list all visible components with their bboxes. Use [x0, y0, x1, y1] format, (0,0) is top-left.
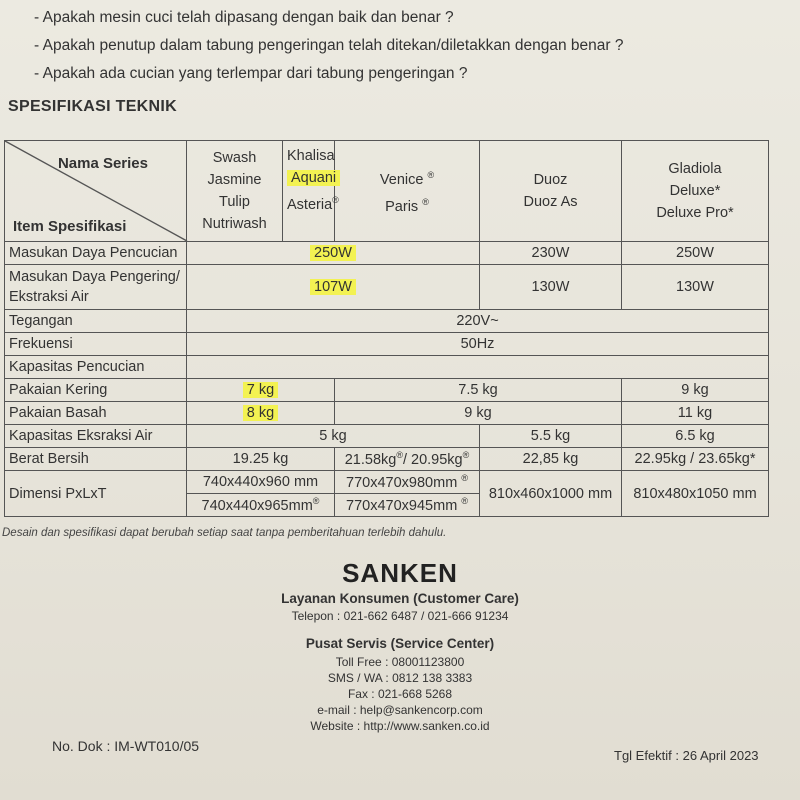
row-pakaian-basah: Pakaian Basah 8 kg 9 kg 11 kg — [5, 402, 769, 425]
row-dimensi-2: 740x440x965mm® 770x470x945mm ® — [5, 494, 769, 517]
row-frekuensi: Frekuensi 50Hz — [5, 333, 769, 356]
row-daya-pengering: Masukan Daya Pengering/ Ekstraksi Air 107W 130W 130W — [5, 265, 769, 310]
checklist — [34, 4, 623, 88]
row-berat-bersih: Berat Bersih 19.25 kg 21.58kg®/ 20.95kg® 22,85 kg 22.95kg / 23.65kg* — [5, 448, 769, 471]
header-col-venice: Venice ® Paris ® — [335, 141, 480, 242]
header-item-spesifikasi: Item Spesifikasi — [13, 218, 127, 235]
header-col-swash: Swash Jasmine Tulip Nutriwash — [187, 141, 283, 242]
spec-table — [4, 140, 769, 517]
checklist-item-2: - Apakah penutup dalam tabung pengeringan telah ditekan/diletakkan dengan benar ? — [34, 37, 624, 54]
fax: Fax : 021-668 5268 — [347, 687, 453, 701]
row-dimensi-1: Dimensi PxLxT 740x440x960 mm 770x470x980mm ® 810x460x1000 mm 810x480x1050 mm — [5, 471, 769, 494]
effective-date: Tgl Efektif : 26 April 2023 — [614, 748, 759, 763]
checklist-item-3: - Apakah ada cucian yang terlempar dari tabung pengeringan ? — [34, 65, 468, 82]
toll-free: Toll Free : 08001123800 — [335, 655, 465, 669]
row-tegangan: Tegangan 220V~ — [5, 310, 769, 333]
row-daya-pencucian: Masukan Daya Pencucian 250W 230W 250W — [5, 242, 769, 265]
section-title: SPESIFIKASI TEKNIK — [8, 98, 177, 115]
checklist-item-1: - Apakah mesin cuci telah dipasang dengan baik dan benar ? — [34, 9, 454, 26]
header-col-khalisa: Khalisa Aquani Asteria® — [283, 141, 335, 242]
customer-care-title: Layanan Konsumen (Customer Care) — [281, 591, 519, 606]
header-nama-series: Nama Series — [57, 155, 148, 172]
website-link[interactable]: Website : http://www.sanken.co.id — [310, 719, 490, 733]
row-ekstraksi-air: Kapasitas Eksraksi Air 5 kg 5.5 kg 6.5 kg — [5, 425, 769, 448]
row-kapasitas-pencucian: Kapasitas Pencucian — [5, 356, 769, 379]
sms-wa: SMS / WA : 0812 138 3383 — [327, 671, 473, 685]
disclaimer-note: Desain dan spesifikasi dapat berubah setiap saat tanpa pemberitahuan terlebih dahulu. — [2, 527, 447, 539]
row-pakaian-kering: Pakaian Kering 7 kg 7.5 kg 9 kg — [5, 379, 769, 402]
header-col-gladiola: Gladiola Deluxe* Deluxe Pro* — [622, 141, 769, 242]
customer-care-phone: Telepon : 021-662 6487 / 021-666 91234 — [291, 609, 509, 623]
header-corner-cell — [5, 141, 187, 242]
email-link[interactable]: e-mail : help@sankencorp.com — [317, 703, 483, 717]
service-center-title: Pusat Servis (Service Center) — [305, 636, 495, 651]
header-col-duoz: Duoz Duoz As — [480, 141, 622, 242]
document-number: No. Dok : IM-WT010/05 — [52, 738, 200, 754]
brand-logo: SANKEN — [342, 558, 458, 588]
